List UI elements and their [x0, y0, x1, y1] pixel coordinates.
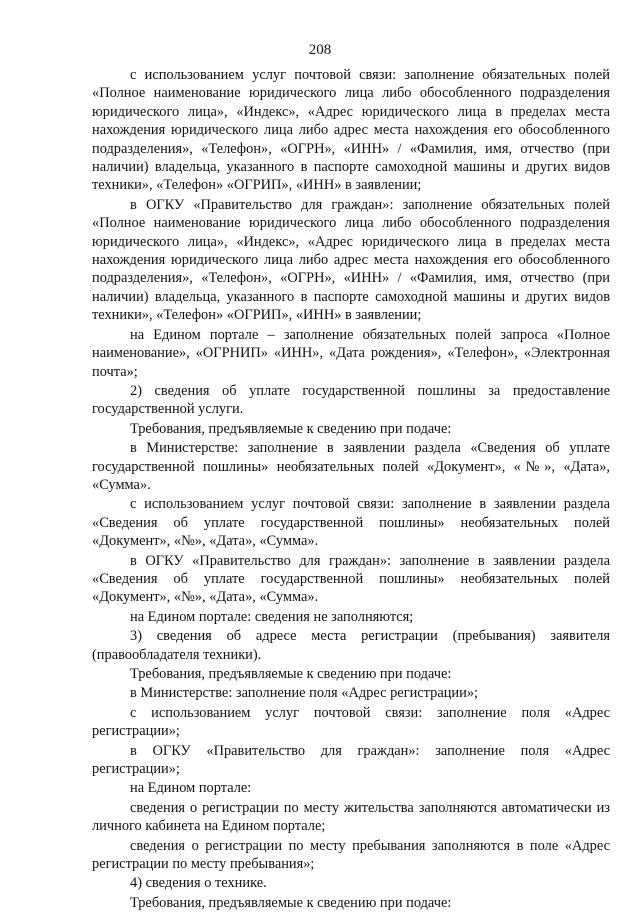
paragraph-requirements-heading: Требования, предъявляемые к сведению при подаче: — [130, 420, 452, 437]
paragraph-postal-fee: с использованием услуг почтовой связи: заполнение в заявлении раздела «Сведения об уплате государственной пошлины» необязательных полей «Документ», «№», «Дата», «Сумма». — [92, 496, 610, 550]
paragraph-ogku-address: в ОГКУ «Правительство для граждан»: заполнение поля «Адрес регистрации»; — [92, 742, 610, 778]
paragraph-ministry-fee: в Министерстве: заполнение в заявлении раздела «Сведения об уплате государственной пошлины» необязательных полей «Документ», «№», «Дата», «Сумма». — [92, 440, 610, 493]
paragraph-item-4-machinery: 4) сведения о технике. — [130, 875, 267, 892]
page-number: 208 — [308, 42, 332, 58]
paragraph-postal-required-fields: с использованием услуг почтовой связи: заполнение обязательных полей «Полное наименование юридического лица либо обособленного подразделения юридического лица», «Индекс», «Адрес юридического лица в пределах места нахождения юридического лица либо адрес места нахождения его обособленного подразделения», «Телефон», «ОГРН», «ИНН» / «Фамилия, имя, отчество (при наличии) владельца, указанного в паспорте самоходной машины и других видов техники», «Телефон» «ОГРИП», «ИНН» в заявлении; — [92, 67, 610, 194]
paragraph-ministry-address: в Министерстве: заполнение поля «Адрес регистрации»; — [130, 685, 479, 702]
paragraph-portal-heading: на Едином портале: — [130, 780, 252, 797]
paragraph-requirements-heading: Требования, предъявляемые к сведению при подаче: — [130, 894, 452, 911]
paragraph-residence-registration: сведения о регистрации по месту жительства заполняются автоматически из личного кабинета на Едином портале; — [92, 799, 610, 835]
paragraph-portal-fee: на Едином портале: сведения не заполняются; — [130, 608, 414, 625]
document-body — [92, 66, 610, 913]
paragraph-item-2-state-fee: 2) сведения об уплате государственной пошлины за предоставление государственной услуги. — [92, 382, 610, 418]
paragraph-requirements-heading: Требования, предъявляемые к сведению при подаче: — [130, 666, 452, 682]
paragraph-ogku-required-fields: в ОГКУ «Правительство для граждан»: заполнение обязательных полей «Полное наименование юридического лица либо обособленного подразделения юридического лица», «Индекс», «Адрес юридического лица в пределах места нахождения юридического лица либо адрес места нахождения его обособленного подразделения», «Телефон», «ОГРН», «ИНН» / «Фамилия, имя, отчество (при наличии) владельца, указанного в паспорте самоходной машины и других видов техники», «Телефон» «ОГРИП», «ИНН» в заявлении; — [92, 196, 610, 324]
paragraph-item-3-address: 3) сведения об адресе места регистрации (пребывания) заявителя (правообладателя техники). — [92, 628, 610, 663]
paragraph-postal-address: с использованием услуг почтовой связи: заполнение поля «Адрес регистрации»; — [92, 704, 610, 740]
paragraph-portal-required-fields: на Едином портале – заполнение обязательных полей запроса «Полное наименование», «ОГРНИП» «ИНН», «Дата рождения», «Телефон», «Электронная почта»; — [92, 326, 610, 380]
paragraph-stay-registration: сведения о регистрации по месту пребывания заполняются в поле «Адрес регистрации по месту пребывания»; — [92, 837, 610, 873]
paragraph-ogku-fee: в ОГКУ «Правительство для граждан»: заполнение в заявлении раздела «Сведения об уплате государственной пошлины» необязательных полей «Документ», «№», «Дата», «Сумма». — [92, 552, 610, 606]
